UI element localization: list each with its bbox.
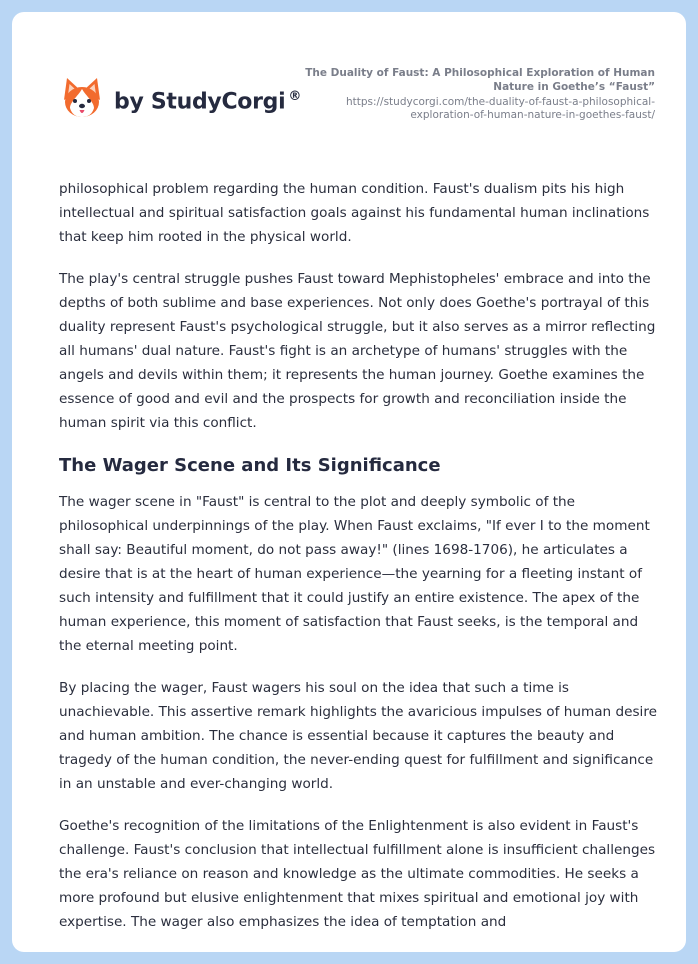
- brand-name: by StudyCorgi ®: [114, 89, 302, 115]
- studycorgi-logo[interactable]: [60, 76, 301, 120]
- paragraph: The wager scene in "Faust" is central to the plot and deeply symbolic of the philosophical underpinnings of the play. When Faust exclaims, "If ever I to the moment shall say: Beautiful moment, do not pass away!" (lines 1698-1706), he articulates a desire that is at the heart of human experience—the yearning for a fleeting instant of such intensity and fulfillment that it could justify an entire existence. The apex of the human experience, this moment of satisfaction that Faust seeks, is the temporal and the eternal meeting point.: [59, 494, 650, 654]
- corgi-logo-icon: [60, 76, 104, 120]
- document-url[interactable]: https://studycorgi.com/the-duality-of-faust-a-philosophical-exploration-of-human-nature-in-goethes-faust/: [345, 96, 655, 121]
- registered-mark: ®: [288, 89, 302, 105]
- article-body: [59, 177, 659, 952]
- paragraph: By placing the wager, Faust wagers his soul on the idea that such a time is unachievable. This assertive remark highlights the avaricious impulses of human desire and human ambition. The chance is essential because it captures the beauty and tragedy of the human condition, the never-ending quest for fulfillment and significance in an unstable and ever-changing world.: [59, 680, 657, 792]
- paragraph: Goethe's recognition of the limitations of the Enlightenment is also evident in Faust's challenge. Faust's conclusion that intellectual fulfillment alone is insufficient challenges the era's reliance on reason and knowledge as the ultimate commodities. He seeks a more profound but elusive enlightenment that mixes spiritual and emotional joy with expertise. The wager also emphasizes the idea of temptation and: [59, 818, 656, 930]
- document-meta: [295, 66, 655, 122]
- document-page: [12, 12, 686, 952]
- paragraph: The play's central struggle pushes Faust toward Mephistopheles' embrace and into the depths of both sublime and base experiences. Not only does Goethe's portrayal of this duality represent Faust's psychological struggle, but it also serves as a mirror reflecting all humans' dual nature. Faust's fight is an archetype of humans' struggles with the angels and devils within them; it represents the human journey. Goethe examines the essence of good and evil and the prospects for growth and reconciliation inside the human spirit via this conflict.: [59, 271, 656, 431]
- page-header: [12, 12, 686, 142]
- paragraph: philosophical problem regarding the human condition. Faust's dualism pits his high intellectual and spiritual satisfaction goals against his fundamental human inclinations that keep him rooted in the physical world.: [59, 181, 650, 245]
- document-title: The Duality of Faust: A Philosophical Exploration of Human Nature in Goethe’s “Faust”: [305, 67, 655, 93]
- section-heading: The Wager Scene and Its Significance: [59, 455, 441, 476]
